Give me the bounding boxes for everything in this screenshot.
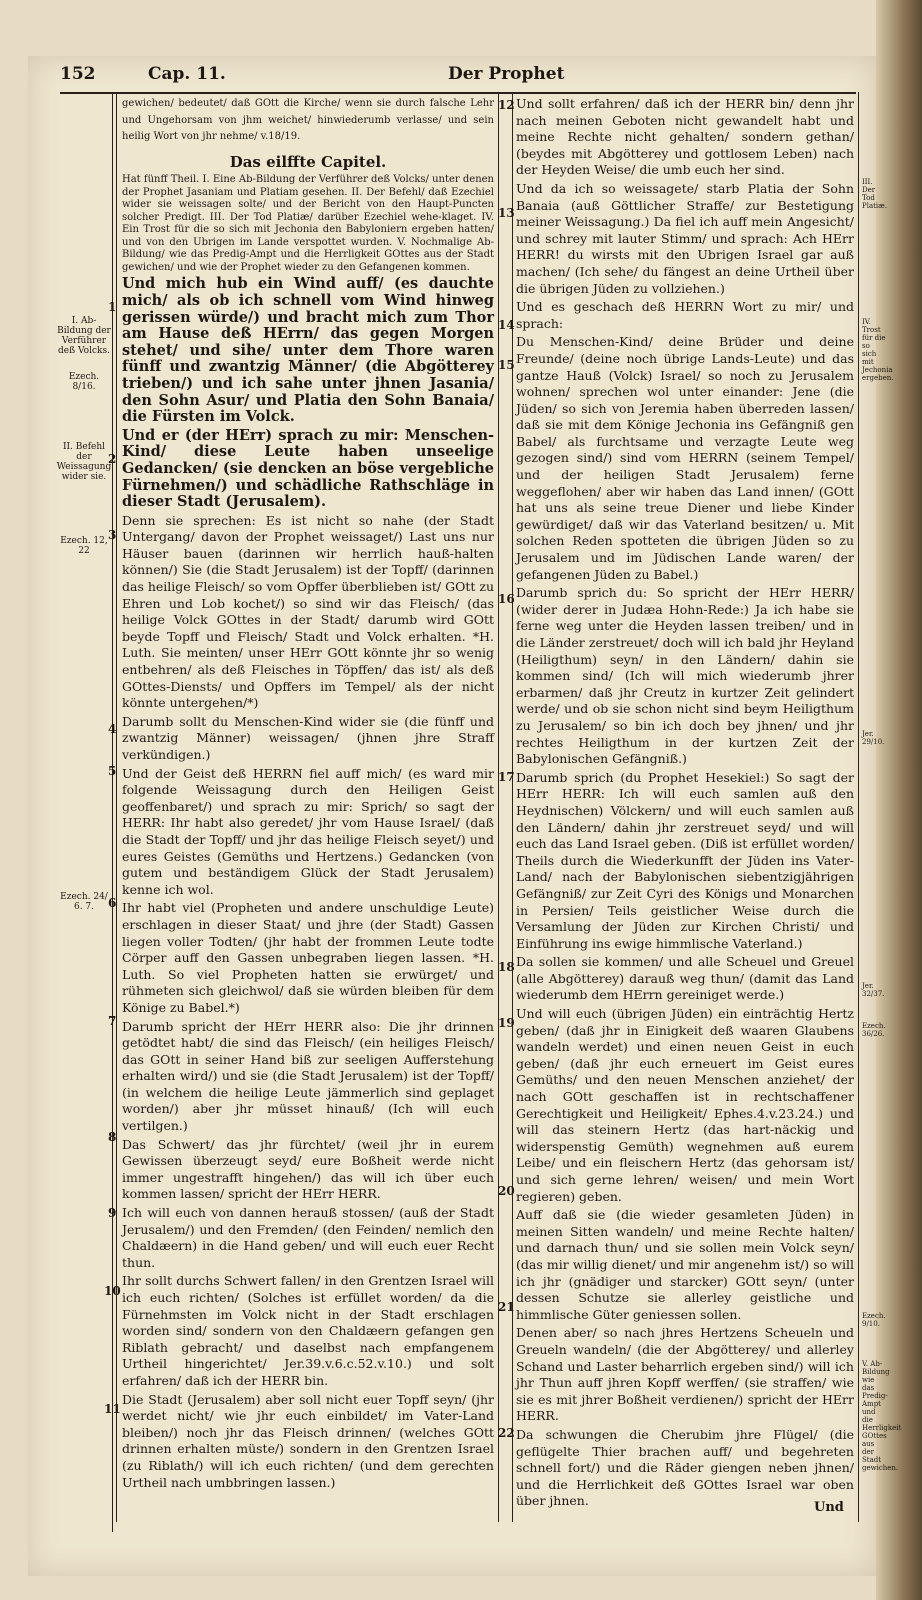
margin-note-ref1: Ezech. 8/16. bbox=[68, 372, 100, 392]
margin-note-IV: IV. Trost für die so sich mit Jechonia ergeben. bbox=[862, 318, 894, 382]
chapter-label: Cap. 11. bbox=[148, 64, 226, 84]
verse-number: 16 bbox=[498, 592, 515, 606]
verse-number: 5 bbox=[108, 764, 117, 778]
margin-note-r3: Ezech. 36/26. bbox=[862, 1022, 886, 1038]
left-text-column bbox=[122, 96, 494, 1526]
verse-number: 1 bbox=[108, 300, 117, 314]
running-title: Der Prophet bbox=[448, 64, 565, 84]
verse-text: Darumb sprich du: So spricht der HErr HERR/ (wider derer in Judæa Hohn-Rede:) Ja ich habe sie ferne weg unter die Heyden lassen treiben/ und in die Länder zerstreuet/ doch will ich bald jhr Heyland (Heiligthum) seyn/ in den Ländern/ dahin sie kommen sind/ (Ich will mich wiederumb jhrer erbarmen/ daß jhr Creutz in kurtzer Zeit gelindert werde/ und ob sie schon nicht sind beym Heiligthum zu Jerusalem/ so bin ich doch bey jhnen/ und jhr rechtes Heiligthum in der kurtzen Zeit der Babylonischen Gefängniß.) bbox=[516, 585, 854, 767]
verse-text: Du Menschen-Kind/ deine Brüder und deine Freunde/ (deine noch übrige Lands-Leute) und das gantze Hauß (Volck) Israel/ so noch zu Jerusalem wohnen/ sprechen wol unter einander: Jene (die Jüden/ so sich von Jeremia haben überreden lassen/ daß sie mit dem Könige Jechonia ins Gefängniß gen Babel/ als furchtsame und verzagte Leute weg gezogen sind/) sind vom HERRN (seinem Tempel/ und der heiligen Stadt Jerusalem) ferne weggeflohen/ aber wir haben das Land innen/ (GOtt hat uns als seine treue Diener und liebe Kinder gewürdiget/ daß wir das Vaterland besitzen/ u. Mit solchen Reden spotteten die übrigen Jüden so zu Jerusalem und im Jüdischen Lande waren/ der gefangenen Jüden zu Babel.) bbox=[516, 334, 854, 582]
verse-text: Auff daß sie (die wieder gesamleten Jüden) in meinen Sitten wandeln/ und meine Rechte halten/ und darnach thun/ und sie sollen mein Volck seyn/ (das mir willig dienet/ und mir angenehm ist/) so will ich jhr (gnädiger und starcker) GOtt seyn/ (unter dessen Schutze sie allerley geistliche und himmlische Güter geniessen sollen. bbox=[516, 1207, 854, 1322]
intro-continuation: gewichen/ bedeutet/ daß GOtt die Kirche/ wenn sie durch falsche Lehr und Ungehorsam von jhm weichet/ hinwiederumb verlasse/ und sein heilig Wort von jhr nehme/ v.18/19. bbox=[122, 98, 494, 143]
verse-text: Die Stadt (Jerusalem) aber soll nicht euer Topff seyn/ (jhr werdet nicht/ wie jhr euch einbildet/ im Vater-Land bleiben/) noch jhr das Fleisch drinnen/ (welches GOtt drinnen erhalten müste/) sondern in den Grentzen Israel (zu Riblath/) will ich euch richten/ (und dem gerechten Urtheil nach umbbringen lassen.) bbox=[122, 1391, 494, 1490]
verse-text: Und mich hub ein Wind auff/ (es dauchte mich/ als ob ich schnell vom Wind hinweg gerissen würde/) und bracht mich zum Thor am Hause deß HErrn/ das gegen Morgen stehet/ und sihe/ unter dem Thore waren fünff und zwantzig Männer/ (die Abgötterey trieben/) und ich sahe unter jhnen Jasania/ den Sohn Asur/ und Platia den Sohn Banaia/ die Fürsten im Volck. bbox=[122, 275, 494, 426]
margin-note-V: V. Ab-Bildung wie das Predig-Ampt und die Herrligkeit GOttes aus der Stadt gewichen. bbox=[862, 1360, 902, 1472]
verse-text: Und der Geist deß HERRN fiel auff mich/ (es ward mir folgende Weissagung durch den Heiligen Geist geoffenbaret/) und sprach zu mir: Sprich/ so sagt der HERR: Ihr habt also geredet/ jhr vom Hause Israel/ (daß die Stadt der Topff/ und jhr das heilige Fleisch seyet/) und eures Geistes (Gemüths und Hertzens.) Gedancken (von gutem und beständigem Glück der Stadt Jerusalem) kenne ich wol. bbox=[122, 765, 494, 897]
column-rule-right bbox=[858, 92, 859, 1522]
verse-number: 10 bbox=[104, 1284, 121, 1298]
verse-number: 22 bbox=[498, 1426, 515, 1440]
left-margin-column bbox=[54, 92, 113, 1532]
page-number: 152 bbox=[60, 64, 96, 84]
verse-number: 9 bbox=[108, 1206, 117, 1220]
verse-text: Und sollt erfahren/ daß ich der HERR bin/ denn jhr nach meinen Geboten nicht gewandelt habt und meine Rechte nicht gehalten/ sondern gethan/ (beydes mit Abgötterey und gottlosem Leben) nach der Heyden Weise/ die umb euch her sind. bbox=[516, 96, 854, 178]
verse-number: 8 bbox=[108, 1130, 117, 1144]
verse-text: Da sollen sie kommen/ und alle Scheuel und Greuel (alle Abgötterey) darauß weg thun/ (damit das Land wiederumb dem HErrn gereiniget werde.) bbox=[516, 954, 854, 1003]
verse-text: Denn sie sprechen: Es ist nicht so nahe (der Stadt Untergang/ davon der Prophet weissaget/) Last uns nur Häuser bauen (darinnen wir herrlich hauß-halten können/) Sie (die Stadt Jerusalem) ist der Topff/ (darinnen das heilige Fleisch/ so vom Opffer überblieben ist/ GOtt zu Ehren und Lob kochet/) so sind wir das Fleisch/ (das heilige Volck GOttes in der Stadt/ darumb wird GOtt beyde Topff und Fleisch/ Stadt und Volck erhalten. *H. Luth. Sie meinten/ unser HErr GOtt könnte jhr so wenig entbehren/ als deß Fleisches in Töpffen/ das ist/ als deß GOttes-Diensts/ und Opffers im Tempel/ als der nicht könnte untergehen/*) bbox=[122, 512, 494, 711]
margin-note-r4: Ezech. 9/10. bbox=[862, 1312, 886, 1328]
verse-number: 6 bbox=[108, 896, 117, 910]
right-text-column bbox=[516, 96, 854, 1509]
verse-text: Und es geschach deß HERRN Wort zu mir/ und sprach: bbox=[516, 299, 854, 331]
verse-text: Ihr sollt durchs Schwert fallen/ in den Grentzen Israel will ich euch richten/ (Solches ist erfüllet worden/ da die Fürnehmsten im Volck nicht in der Stadt erschlagen worden sind/ sondern von den Chaldæern gefangen gen Riblath gebracht/ und daselbst nach empfangenem Urtheil hingerichtet/ Jer.39.v.6.c.52.v.10.) und solt erfahren/ daß ich der HERR bin. bbox=[122, 1273, 494, 1388]
verse-text: Das Schwert/ das jhr fürchtet/ (weil jhr in eurem Gewissen überzeugt seyd/ eure Boßheit werde nicht immer ungestrafft hingehen/) das will ich über euch kommen lassen/ spricht der HErr HERR. bbox=[122, 1136, 494, 1202]
chapter-summary: Hat fünff Theil. I. Eine Ab-Bildung der Verführer deß Volcks/ unter denen der Prophet Jasaniam und Platiam gesehen. II. Der Befehl/ daß Ezechiel wider sie weissagen solte/ und der Bericht von den Haupt-Puncten solcher Predigt. III. Der Tod Platiæ/ darüber Ezechiel wehe-klaget. IV. Ein Trost für die so sich mit Jechonia den Babyloniern ergeben hatten/ und von den Ubrigen im Lande verspottet wurden. V. Nochmalige Ab-Bildung/ wie das Predig-Ampt und die Herrligkeit GOttes aus der Stadt gewichen/ und wie der Prophet wieder zu den Gefangenen kommen. bbox=[122, 174, 494, 273]
verse-number: 20 bbox=[498, 1184, 515, 1198]
verse-text: Darumb sollt du Menschen-Kind wider sie (die fünff und zwantzig Männer) weissagen/ (jhnen jhre Straff verkündigen.) bbox=[122, 713, 494, 762]
verse-text: Darumb spricht der HErr HERR also: Die jhr drinnen getödtet habt/ die sind das Fleisch/ (ein heiliges Fleisch/ das GOtt in seiner Hand biß zur seeligen Aufferstehung erhalten wird/) und sie (die Stadt Jerusalem) ist der Topff/ (in welchem die heilige Leute jämmerlich sind geplaget worden/) aber jhr müsset hinauß/ (Ich will euch vertilgen.) bbox=[122, 1018, 494, 1134]
verse-number: 12 bbox=[498, 98, 515, 112]
margin-note-ref3: Ezech. 24/ 6. 7. bbox=[60, 892, 108, 912]
verse-number: 2 bbox=[108, 452, 117, 466]
catchword: Und bbox=[814, 1500, 844, 1515]
verse-number: 15 bbox=[498, 358, 515, 372]
verse-text: Ihr habt viel (Propheten und andere unschuldige Leute) erschlagen in dieser Staat/ und jhre (der Stadt) Gassen liegen voller Todten/ (jhr habt der frommen Leute todte Cörper auff den Gassen unbegraben liegen lassen. *H. Luth. So viel Propheten hatten sie erwürget/ und rühmeten sich gleichwol/ daß sie würden bleiben für dem Könige zu Babel.*) bbox=[122, 900, 494, 1015]
verse-number: 13 bbox=[498, 206, 515, 220]
verse-text: Da schwungen die Cherubim jhre Flügel/ (die geflügelte Thier brachen auff/ und begehreten schnell fort/) und die Räder giengen neben jhnen/ und die Herrlichkeit deß GOttes Israel war oben über jhnen. bbox=[516, 1426, 854, 1509]
verse-number: 17 bbox=[498, 770, 515, 784]
verse-text: Und da ich so weissagete/ starb Platia der Sohn Banaia (auß Göttlicher Straffe/ zur Bestetigung meiner Weissagung.) Da fiel ich auff mein Angesicht/ und schrey mit lauter Stimm/ und sprach: Ach HErr HERR! du wirsts mit den Ubrigen Israel gar auß machen/ (Ich sehe/ du fängest an deine Urtheil über die übrigen Jüden zu vollziehen.) bbox=[516, 180, 854, 296]
verse-text: Denen aber/ so nach jhres Hertzens Scheueln und Greueln wandeln/ (die der Abgötterey/ und allerley Schand und Laster beharrlich ergeben sind/) will ich jhr Thun auff jhren Kopff werffen/ (sie straffen/ wie sie es mit jhrer Boßheit verdienen/) spricht der HErr HERR. bbox=[516, 1325, 854, 1424]
verse-text: Und er (der HErr) sprach zu mir: Menschen-Kind/ diese Leute haben unseelige Gedancken/ (sie dencken an böse vergebliche Fürnehmen/) und schädliche Rathschläge in dieser Stadt (Jerusalem). bbox=[122, 426, 494, 511]
verse-number: 19 bbox=[498, 1016, 515, 1030]
chapter-title: Das eilffte Capitel. bbox=[229, 152, 387, 171]
margin-note-III: III. Der Tod Platiæ. bbox=[862, 178, 887, 210]
verse-text: Darumb sprich (du Prophet Hesekiel:) So sagt der HErr HERR: Ich will euch samlen auß den Heydnischen) Völckern/ und will euch samlen auß den Ländern/ dahin jhr zerstreuet seyd/ und will euch das Land Israel geben. (Diß ist erfüllet worden/ Theils durch die Wiederkunfft der Jüden ins Vater-Land/ nach der Babylonischen siebentzigjährigen Gefängniß/ zur Zeit Cyri des Königs und Monarchen in Persien/ Teils geistlicher Weise durch die Versamlung der Jüden zur Kirchen Christi/ und Einführung ins ewige himmlische Vaterland.) bbox=[516, 769, 854, 951]
verse-number: 3 bbox=[108, 528, 117, 542]
margin-note-r2: Jer. 32/37. bbox=[862, 982, 885, 998]
margin-note-ref2: Ezech. 12, 22 bbox=[60, 536, 108, 556]
verse-number: 11 bbox=[104, 1402, 121, 1416]
header-rule bbox=[60, 92, 856, 94]
margin-note-r1: Jer. 29/10. bbox=[862, 730, 885, 746]
verse-number: 18 bbox=[498, 960, 515, 974]
verse-number: 21 bbox=[498, 1300, 515, 1314]
verse-number: 14 bbox=[498, 318, 515, 332]
verse-text: Ich will euch von dannen herauß stossen/ (auß der Stadt Jerusalem/) und den Fremden/ (den Feinden/ nemlich den Chaldæern) in die Hand geben/ und will euch euer Recht thun. bbox=[122, 1205, 494, 1270]
verse-text: Und will euch (übrigen Jüden) ein einträchtig Hertz geben/ (daß jhr in Einigkeit deß waaren Glaubens wandeln werdet) und einen neuen Geist in euch geben/ (daß jhr euch erneuert im Geist eures Gemüths/ und den neuen Menschen anziehet/ der nach GOtt geschaffen ist in rechtschaffener Gerechtigkeit und Heiligkeit/ Ephes.4.v.23.24.) und will das steinern Hertz (das hart-näckig und widerspenstig Gemüth) wegnehmen auß eurem Leibe/ und ein fleischern Hertz (das gehorsam ist/ und sich gerne lehren/ weisen/ und mein Wort regieren) geben. bbox=[516, 1006, 854, 1204]
margin-note-II: II. Befehl der Weissagung wider sie. bbox=[56, 442, 112, 482]
running-header bbox=[60, 64, 860, 90]
verse-number: 7 bbox=[108, 1014, 117, 1028]
margin-note-I: I. Ab-Bildung der Verführer deß Volcks. bbox=[57, 316, 111, 356]
verse-number: 4 bbox=[108, 722, 117, 736]
